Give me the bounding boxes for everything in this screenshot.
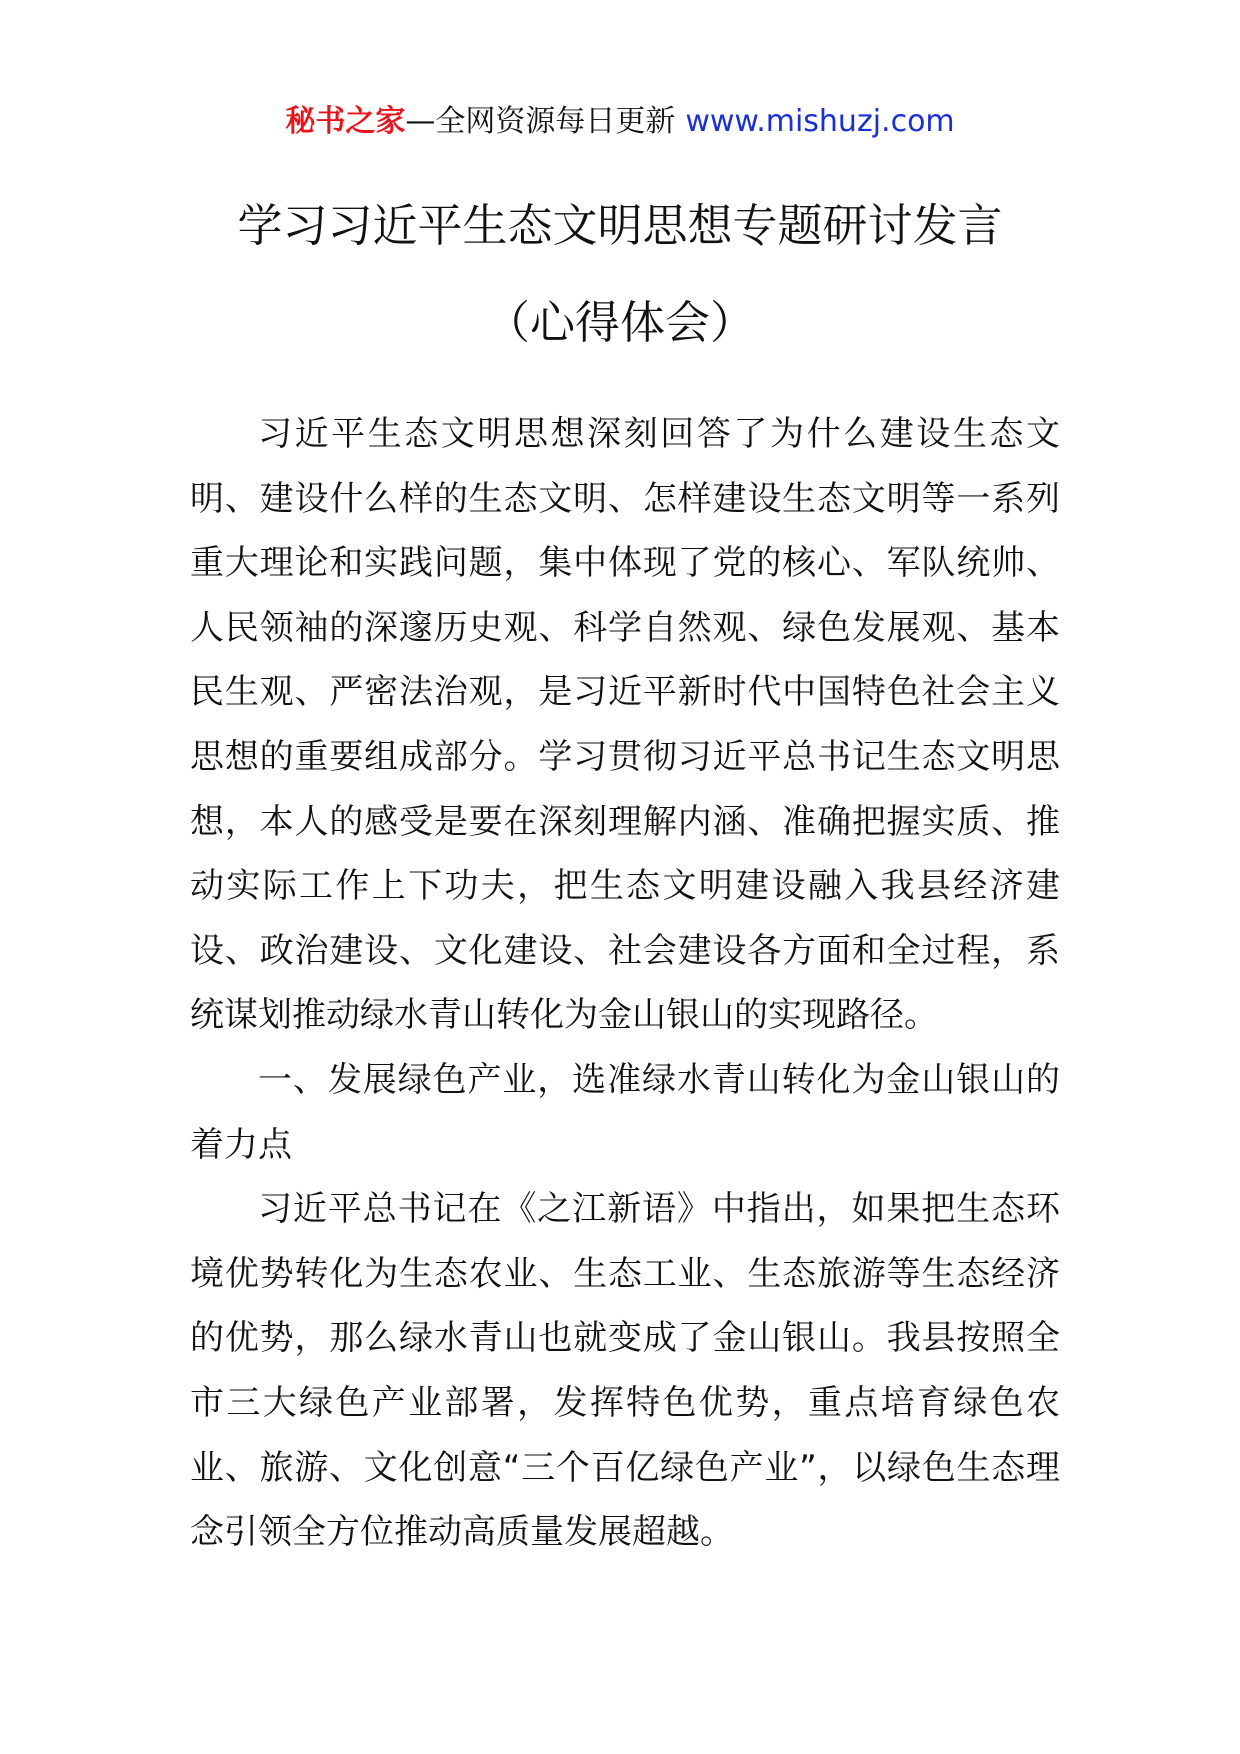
section-heading: 一、发展绿色产业，选准绿水青山转化为金山银山的着力点 <box>190 1059 1060 1165</box>
intro-paragraph: 习近平生态文明思想深刻回答了为什么建设生态文明、建设什么样的生态文明、怎样建设生态文明等一系列重大理论和实践问题，集中体现了党的核心、军队统帅、人民领袖的深邃历史观、科学自然观、绿色发展观、基本民生观、严密法治观，是习近平新时代中国特色社会主义思想的重要组成部分。学习贯彻习近平总书记生态文明思想，本人的感受是要在深刻理解内涵、准确把握实质、推动实际工作上下功夫，把生态文明建设融入我县经济建设、政治建设、文化建设、社会建设各方面和全过程，系统谋划推动绿水青山转化为金山银山的实现路径。 <box>190 414 1060 1036</box>
site-header <box>0 100 1240 144</box>
section-paragraph: 习近平总书记在《之江新语》中指出，如果把生态环境优势转化为生态农业、生态工业、生态旅游等生态经济的优势，那么绿水青山也就变成了金山银山。我县按照全市三大绿色产业部署，发挥特色优势，重点培育绿色农业、旅游、文化创意“三个百亿绿色产业”，以绿色生态理念引领全方位推动高质量发展超越。 <box>190 1189 1060 1553</box>
site-tagline: —全网资源每日更新 <box>405 104 676 139</box>
brand-name: 秘书之家 <box>285 104 406 139</box>
document-subtitle: （心得体会） <box>484 296 755 349</box>
document-body <box>190 402 1060 1565</box>
site-url-link[interactable]: www.mishuzj.com <box>685 104 955 139</box>
document-title: 学习习近平生态文明思想专题研讨发言 <box>237 199 1003 252</box>
